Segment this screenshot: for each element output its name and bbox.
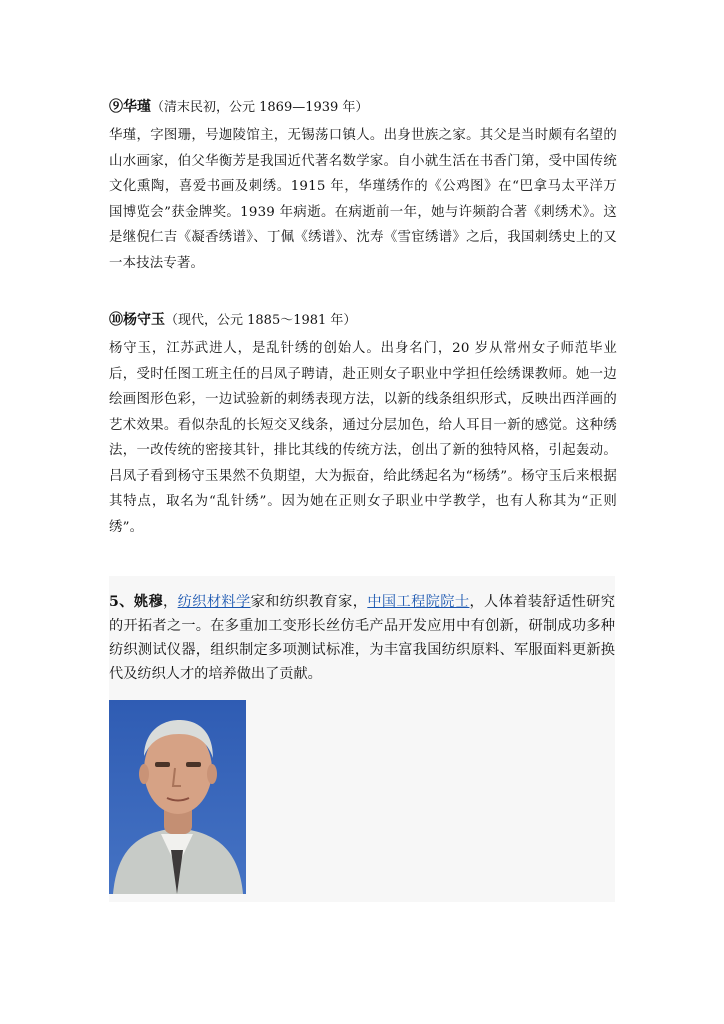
person-dates: （清末民初，公元 1869—1939 年） xyxy=(151,100,369,115)
link-textile-materials[interactable]: 纺织材料学 xyxy=(177,594,251,610)
section-heading xyxy=(109,309,617,332)
biography-text xyxy=(109,576,615,686)
person-name: 华瑾 xyxy=(123,99,151,115)
body-text-part: ，人体着装舒适性研究的开拓者之一。在多重加工变形长丝仿毛产品开发应用中有创新，研制成功多种纺织测试仪器，组织制定多项测试标准，为丰富我国纺织原料、军服面料更新换代及纺织人才的培养做出了贡献。 xyxy=(109,594,615,682)
separator-text: ， xyxy=(163,594,178,610)
person-dates: （现代，公元 1885～1981 年） xyxy=(165,313,357,328)
link-engineering-academy[interactable]: 中国工程院院士 xyxy=(367,594,470,610)
body-text-part: 家和纺织教育家， xyxy=(250,594,368,610)
portrait-image xyxy=(109,700,246,894)
section-number: ⑨ xyxy=(109,99,123,115)
person-name: 杨守玉 xyxy=(123,312,165,328)
section-hua-jin xyxy=(109,96,617,276)
biography-text: 华瑾，字图珊，号迦陵馆主，无锡荡口镇人。出身世族之家。其父是当时颇有名望的山水画家，伯父华衡芳是我国近代著名数学家。自小就生活在书香门第，受中国传统文化熏陶，喜爱书画及刺绣。1915 年，华瑾绣作的《公鸡图》在“巴拿马太平洋万国博览会”获金牌奖。1939 年病逝。在病逝前一年，她与许频韵合著《刺绣术》。这是继倪仁吉《凝香绣谱》、丁佩《绣谱》、沈寿《雪宦绣谱》之后，我国刺绣史上的又一本技法专著。 xyxy=(109,128,617,271)
section-yao-mu xyxy=(109,576,615,902)
section-heading xyxy=(109,96,617,119)
biography-text: 杨守玉，江苏武进人，是乱针绣的创始人。出身名门，20 岁从常州女子师范毕业后，受时任图工班主任的吕凤子聘请，赴正则女子职业中学担任绘绣课教师。她一边绘画图形色彩，一边试验新的刺绣表现方法，以新的线条组织形式，反映出西洋画的艺术效果。看似杂乱的长短交叉线条，通过分层加色，给人耳目一新的感觉。这种绣法，一改传统的密接其针，排比其线的传统方法，创出了新的独特风格，引起轰动。吕凤子看到杨守玉果然不负期望，大为振奋，给此绣起名为“杨绣”。杨守玉后来根据其特点，取名为“乱针绣”。因为她在正则女子职业中学教学，也有人称其为“正则绣”。 xyxy=(109,341,617,535)
section-yang-shouyu xyxy=(109,309,617,540)
portrait-photo xyxy=(109,700,246,894)
section-number: ⑩ xyxy=(109,312,123,328)
person-name: 5、姚穆 xyxy=(109,594,164,610)
